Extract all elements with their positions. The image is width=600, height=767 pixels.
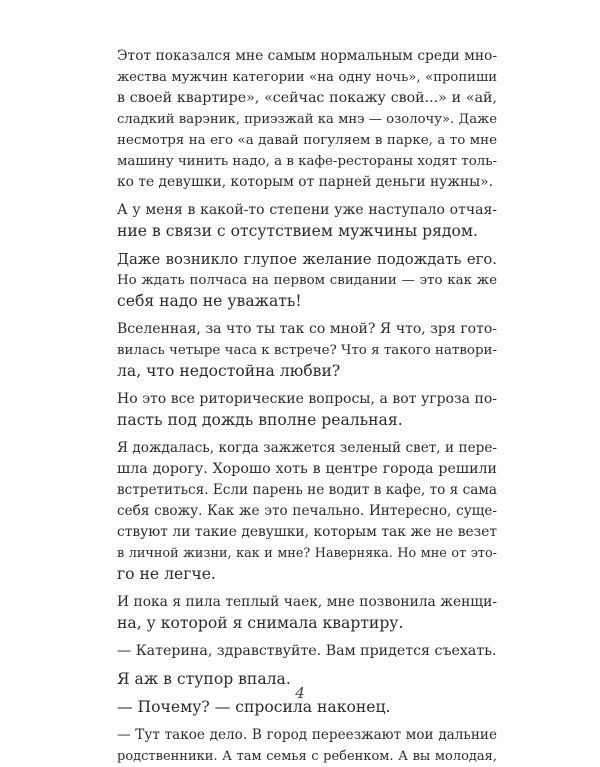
text-line: несмотря на его «а давай погуляем в парке, а то мне (117, 133, 497, 148)
text-line: Вселенная, за что ты так со мной? Я что, зря гото- (117, 321, 497, 337)
page-number: 4 (295, 684, 305, 702)
paragraph (117, 389, 497, 431)
text-line: ла, что недостойна любви? (117, 362, 341, 380)
text-line: А у меня в какой-то степени уже наступало отчая- (117, 202, 497, 218)
text-line: ствуют ли такие девушки, которым так же не везет (117, 524, 497, 540)
paragraph-gap (117, 242, 497, 249)
text-line: пасть под дождь вполне реальная. (117, 411, 403, 429)
text-line: себя свожу. Как же это печально. Интересно, суще- (117, 503, 497, 519)
text-line: в личной жизни, как и мне? Наверняка. Но мне от это- (117, 546, 497, 561)
body-text (117, 46, 497, 767)
text-line: Но это все риторические вопросы, а вот угроза по- (117, 391, 497, 407)
text-line: Этот показался мне самым нормальным среди мно- (117, 48, 498, 64)
text-line: ко те девушки, которым от парней деньги нужны». (117, 174, 493, 190)
text-line: Даже возникло глупое желание подождать его. (117, 251, 497, 268)
text-line: И пока я пила теплый чаек, мне позвонила женщи- (117, 594, 497, 610)
text-line: родственники. А там семья с ребенком. А вы молодая, (117, 749, 497, 764)
text-line: на, у которой я снимала квартиру. (117, 614, 404, 632)
text-line: го не легче. (117, 565, 216, 583)
text-line: Я дождалась, когда зажжется зеленый свет, и пере- (117, 440, 497, 456)
paragraph-gap (117, 382, 497, 389)
text-line: сладкий варэник, приэзжай ка мнэ — озолочу». Даже (117, 112, 497, 127)
paragraph-gap (117, 312, 497, 319)
paragraph-gap (117, 662, 497, 669)
paragraph (117, 46, 497, 193)
text-line: жества мужчин категории «на одну ночь», «пропиши (117, 70, 497, 85)
text-line: вилась четыре часа к встрече? Что я такого натвори- (117, 343, 497, 358)
text-line: себя надо не уважать! (117, 292, 302, 310)
paragraph (117, 641, 497, 662)
paragraph-gap (117, 431, 497, 438)
text-line: — Катерина, здравствуйте. Вам придется съехать. (117, 643, 497, 659)
paragraph (117, 438, 497, 585)
paragraph-gap (117, 193, 497, 200)
paragraph-gap (117, 585, 497, 592)
text-line: машину чинить надо, а в кафе-рестораны ходят толь- (117, 154, 498, 169)
text-line: — Почему? — спросила наконец. (117, 698, 391, 716)
text-line: ние в связи с отсутствием мужчины рядом. (117, 222, 479, 240)
text-line: Я аж в ступор впала. (117, 670, 291, 688)
paragraph-gap (117, 718, 497, 725)
paragraph (117, 200, 497, 242)
text-line: встретиться. Если парень не водит в кафе, то я сама (117, 482, 497, 498)
paragraph (117, 249, 497, 312)
text-line: шла дорогу. Хорошо хоть в центре города решили (117, 461, 497, 477)
paragraph (117, 725, 497, 767)
text-line: — Тут такое дело. В город переезжают мои дальние (117, 727, 497, 743)
paragraph (117, 319, 497, 382)
text-line: в своей квартире», «сейчас покажу свой...» и «ай, (117, 90, 497, 106)
text-line: Но ждать полчаса на первом свидании — это как же (117, 273, 497, 288)
paragraph (117, 592, 497, 634)
paragraph-gap (117, 634, 497, 641)
